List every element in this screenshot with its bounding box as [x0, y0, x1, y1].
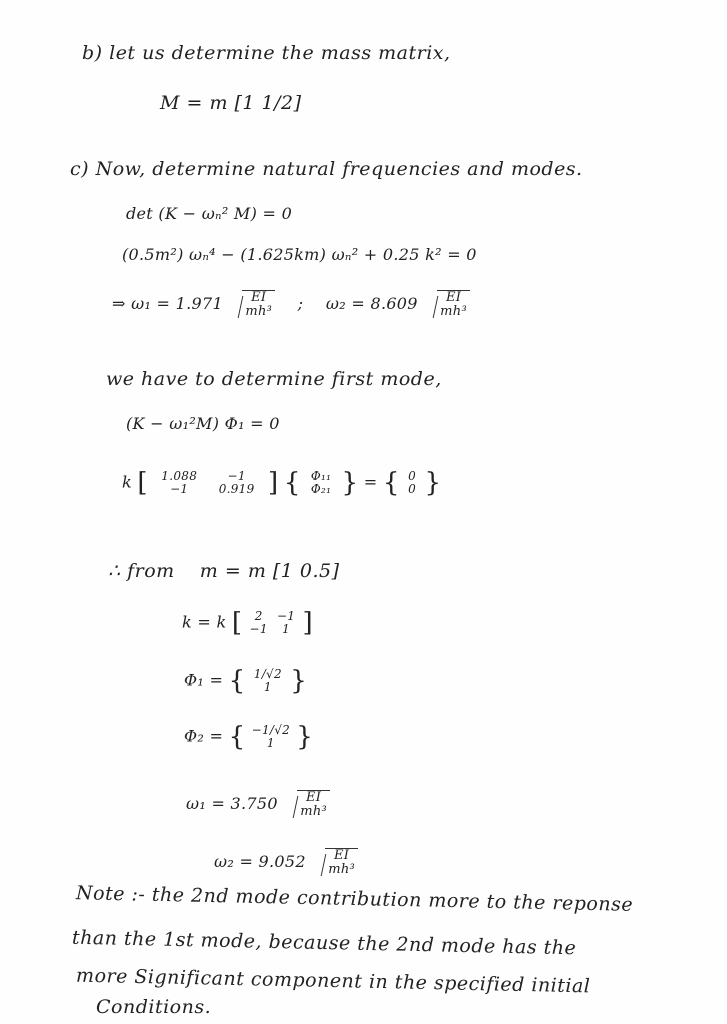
mode-equation: (K − ω₁²M) Φ₁ = 0: [126, 414, 280, 433]
bracket-right: ]: [302, 608, 313, 638]
brace-left: {: [228, 722, 246, 752]
phi-vector: [306, 470, 336, 496]
k-matrix-prefix: k = k: [182, 612, 227, 632]
mh3-label: mh³: [328, 862, 356, 877]
matrix-col-1: [153, 470, 205, 496]
matrix-equation: [122, 468, 441, 498]
omega1-value: ⇒ ω₁ = 1.971: [112, 294, 223, 313]
phi1-label: Φ₁ =: [184, 670, 224, 690]
bracket-left: [: [137, 468, 148, 498]
from-line: [108, 560, 340, 582]
vector-cell: 0: [408, 469, 417, 483]
matrix-cell: 0.919: [218, 482, 255, 496]
zero-vector: [405, 470, 419, 496]
mh3-label: mh³: [440, 304, 467, 319]
matrix-cell: −1: [170, 482, 189, 496]
first-mode-heading: we have to determine first mode,: [106, 368, 442, 390]
mass-matrix-2: m = m [1 0.5]: [199, 560, 340, 582]
phi1-vector: [251, 668, 285, 694]
note-line-4: Conditions.: [96, 996, 212, 1018]
equals-sign: =: [363, 472, 378, 492]
omega1-final: ω₁ = 3.750: [186, 794, 278, 813]
sqrt-symbol: [228, 290, 275, 319]
phi2-line: [184, 722, 313, 752]
sqrt-symbol: [283, 790, 330, 819]
vector-cell: 0: [408, 482, 417, 496]
phi2-label: Φ₂ =: [184, 726, 224, 746]
matrix-cell: −1: [227, 469, 246, 483]
bracket-left: [: [231, 608, 243, 638]
matrix-col-2: [275, 610, 297, 636]
mh3-label: mh³: [245, 304, 273, 319]
vector-cell: −1/√2: [251, 723, 291, 737]
ei-label: EI: [334, 848, 350, 863]
mass-matrix-line: M = m [1 1/2]: [160, 92, 302, 114]
matrix-col-2: [211, 470, 263, 496]
matrix-cell: −1: [249, 622, 268, 636]
note-line-2: than the 1st mode, because the 2nd mode has the: [71, 926, 577, 960]
phi1-line: [184, 666, 307, 696]
omega2-final-line: [214, 848, 358, 877]
from-label: ∴ from: [108, 560, 175, 582]
sqrt-symbol: [311, 848, 358, 877]
characteristic-equation: (0.5m²) ωₙ⁴ − (1.625km) ωₙ² + 0.25 k² = 0: [122, 245, 477, 264]
mh3-label: mh³: [300, 804, 328, 819]
matrix-cell: −1: [276, 609, 296, 623]
brace-right: }: [290, 666, 308, 696]
brace-left: {: [382, 468, 400, 498]
brace-right: }: [424, 468, 442, 498]
matrix-col-1: [248, 610, 270, 636]
brace-left: {: [283, 468, 301, 498]
det-equation: det (K − ωₙ² M) = 0: [126, 204, 293, 223]
k-prefix: k: [122, 472, 132, 492]
stiffness-matrix-line: [182, 608, 313, 638]
omega2-value: ω₂ = 8.609: [325, 294, 418, 313]
vector-cell: 1: [263, 680, 272, 694]
note-line-1: Note :- the 2nd mode contribution more to the reponse: [75, 882, 634, 916]
brace-left: {: [228, 666, 246, 696]
vector-cell: Φ₁₁: [310, 469, 332, 483]
part-b-heading: b) let us determine the mass matrix,: [82, 42, 451, 64]
vector-cell: 1: [266, 736, 275, 750]
bracket-right: ]: [268, 468, 279, 498]
ei-label: EI: [306, 790, 322, 805]
phi2-vector: [251, 724, 291, 750]
omega1-final-line: [186, 790, 330, 819]
matrix-cell: 1: [282, 622, 291, 636]
matrix-cell: 2: [254, 609, 263, 623]
vector-cell: Φ₂₁: [310, 482, 332, 496]
part-c-heading: c) Now, determine natural frequencies and modes.: [70, 158, 583, 180]
omega-results-line: [112, 290, 470, 319]
omega2-final: ω₂ = 9.052: [214, 852, 306, 871]
ei-label: EI: [251, 290, 267, 305]
note-line-3: more Significant component in the specified initial: [75, 964, 591, 998]
matrix-cell: 1.088: [161, 469, 198, 483]
sqrt-symbol: [423, 290, 470, 319]
brace-right: }: [296, 722, 314, 752]
separator: ;: [297, 294, 304, 313]
ei-label: EI: [445, 290, 462, 305]
vector-cell: 1/√2: [253, 667, 282, 681]
brace-right: }: [341, 468, 359, 498]
